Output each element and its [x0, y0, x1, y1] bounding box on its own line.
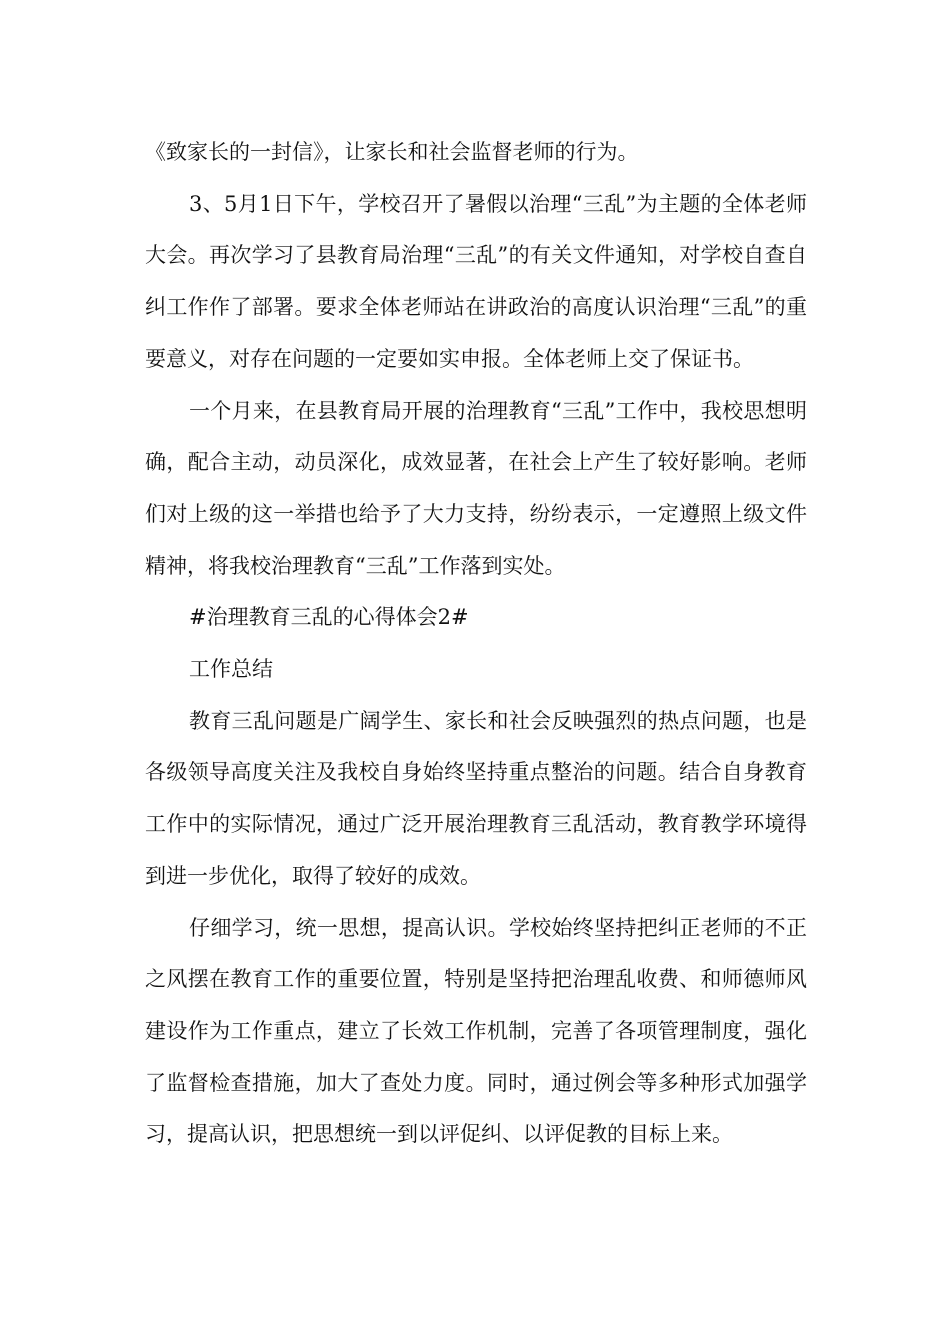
paragraph-letter-continuation: 《致家长的一封信》，让家长和社会监督老师的行为。: [145, 140, 639, 164]
document-body: [145, 127, 807, 1161]
section-heading: #治理教育三乱的心得体会2#: [189, 605, 469, 630]
subheading-work-summary: 工作总结: [189, 657, 273, 682]
paragraph-month-summary: 一个月来，在县教育局开展的治理教育“三乱”工作中，我校思想明确，配合主动，动员深化，成效显著，在社会上产生了较好影响。老师们对上级的这一举措也给予了大力支持，纷纷表示，一定遵照上级文件精神，将我校治理教育“三乱”工作落到实处。: [145, 398, 807, 578]
paragraph-study: 仔细学习，统一思想，提高认识。学校始终坚持把纠正老师的不正之风摆在教育工作的重要位置，特别是坚持把治理乱收费、和师德师风建设作为工作重点，建立了长效工作机制，完善了各项管理制度，强化了监督检查措施，加大了查处力度。同时，通过例会等多种形式加强学习，提高认识，把思想统一到以评促纠、以评促教的目标上来。: [145, 915, 807, 1147]
paragraph-intro: 教育三乱问题是广阔学生、家长和社会反映强烈的热点问题，也是各级领导高度关注及我校自身始终坚持重点整治的问题。结合自身教育工作中的实际情况，通过广泛开展治理教育三乱活动，教育教学环境得到进一步优化，取得了较好的成效。: [145, 708, 807, 888]
paragraph-meeting: 3、5月1日下午，学校召开了暑假以治理“三乱”为主题的全体老师大会。再次学习了县教育局治理“三乱”的有关文件通知，对学校自查自纠工作作了部署。要求全体老师站在讲政治的高度认识治理“三乱”的重要意义，对存在问题的一定要如实申报。全体老师上交了保证书。: [145, 191, 807, 371]
